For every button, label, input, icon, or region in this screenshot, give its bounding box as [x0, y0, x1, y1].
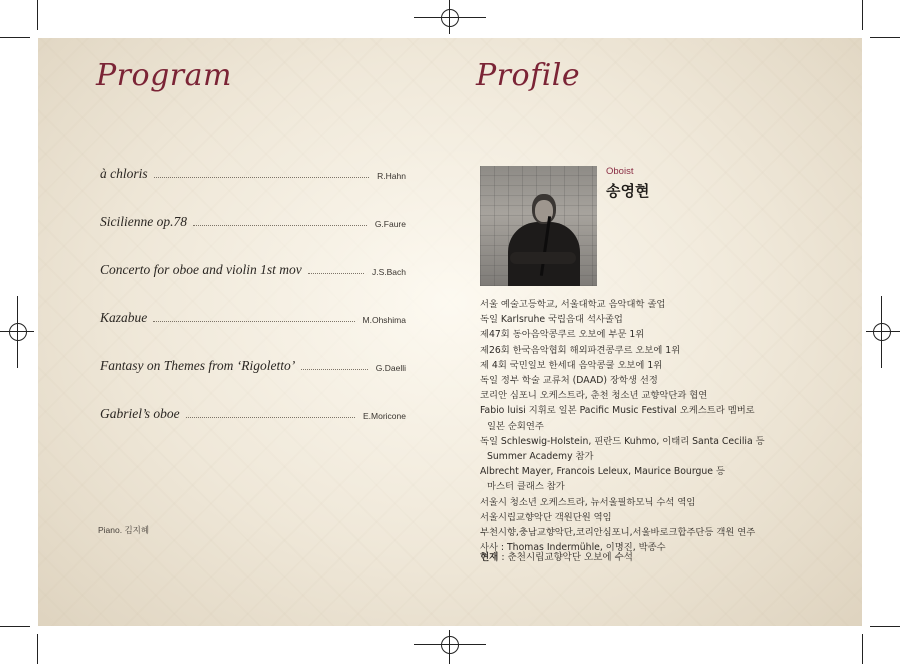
bio-line: 코리안 심포니 오케스트라, 춘천 청소년 교향악단과 협연: [480, 390, 708, 402]
bio-line: Fabio luisi 지휘로 일본 Pacific Music Festival 오케스트라 멤버로: [480, 405, 755, 417]
leader-dots: [186, 416, 355, 418]
composer-name: G.Daelli: [375, 363, 406, 373]
leader-dots: [301, 368, 368, 370]
bio-line: 독일 정부 학술 교류처 (DAAD) 장학생 선정: [480, 375, 658, 387]
bio-line: 제26회 한국음악협회 해외파견콩쿠르 오보에 1위: [480, 344, 681, 356]
bio-line: 사사 : Thomas Indermühle, 이명진, 박종수: [480, 542, 666, 554]
leader-dots: [193, 224, 367, 226]
profile-heading: Profile: [476, 58, 581, 93]
program-item: [100, 162, 406, 182]
biography-list: [480, 297, 830, 555]
bio-line: 서울시 청소년 오케스트라, 뉴서울필하모닉 수석 역임: [480, 496, 696, 508]
bio-line: 부천시향,충남교향악단,코리안심포니,서울바로크합주단등 객원 연주: [480, 527, 756, 539]
leader-dots: [154, 176, 370, 178]
piece-title: Fantasy on Themes from ‘Rigoletto’: [100, 358, 296, 373]
performer-name: 송영현: [606, 182, 650, 200]
bio-line: 마스터 클래스 참가: [487, 481, 565, 493]
program-item: [100, 354, 406, 374]
program-page: [38, 38, 450, 626]
piece-title: à chloris: [100, 166, 148, 181]
composer-name: E.Moricone: [363, 411, 406, 421]
performer-photo: [480, 166, 597, 286]
bio-line: Albrecht Mayer, Francois Leleux, Maurice Bourgue 등: [480, 466, 725, 478]
composer-name: R.Hahn: [377, 171, 406, 181]
bio-line: 독일 Karlsruhe 국립음대 석사졸업: [480, 314, 623, 326]
bio-line: Summer Academy 참가: [487, 451, 594, 463]
performer-role: Oboist: [606, 166, 634, 177]
composer-name: M.Ohshima: [362, 315, 406, 325]
current-position: [480, 549, 633, 563]
program-item: [100, 306, 406, 326]
bio-line: 서울시립교향악단 객원단원 역임: [480, 511, 612, 523]
piece-title: Kazabue: [100, 310, 148, 325]
leader-dots: [153, 320, 354, 322]
leader-dots: [308, 272, 364, 274]
bio-line: 제 4회 국민일보 한세대 음악콩쿨 오보에 1위: [480, 359, 663, 371]
composer-name: J.S.Bach: [371, 267, 406, 277]
bio-line: 제47회 동아음악콩쿠르 오보에 부문 1위: [480, 329, 645, 341]
pianist-credit: Piano. 김지혜: [98, 525, 150, 535]
bio-line: 일본 순회연주: [487, 420, 544, 432]
current-label: 현재: [480, 552, 499, 563]
program-item: [100, 402, 406, 422]
program-item: [100, 258, 406, 278]
program-item: [100, 210, 406, 230]
piece-title: Gabriel’s oboe: [100, 406, 180, 421]
program-heading: Program: [96, 58, 232, 93]
bio-line: 서울 예술고등학교, 서울대학교 음악대학 졸업: [480, 299, 666, 310]
bio-line: 독일 Schleswig-Holstein, 핀란드 Kuhmo, 이태리 Santa Cecilia 등: [480, 435, 765, 447]
current-text: : 춘천시립교향악단 오보에 수석: [501, 552, 633, 563]
piece-title: Sicilienne op.78: [100, 214, 187, 229]
composer-name: G.Faure: [374, 219, 406, 229]
piece-title: Concerto for oboe and violin 1st mov: [100, 262, 302, 277]
